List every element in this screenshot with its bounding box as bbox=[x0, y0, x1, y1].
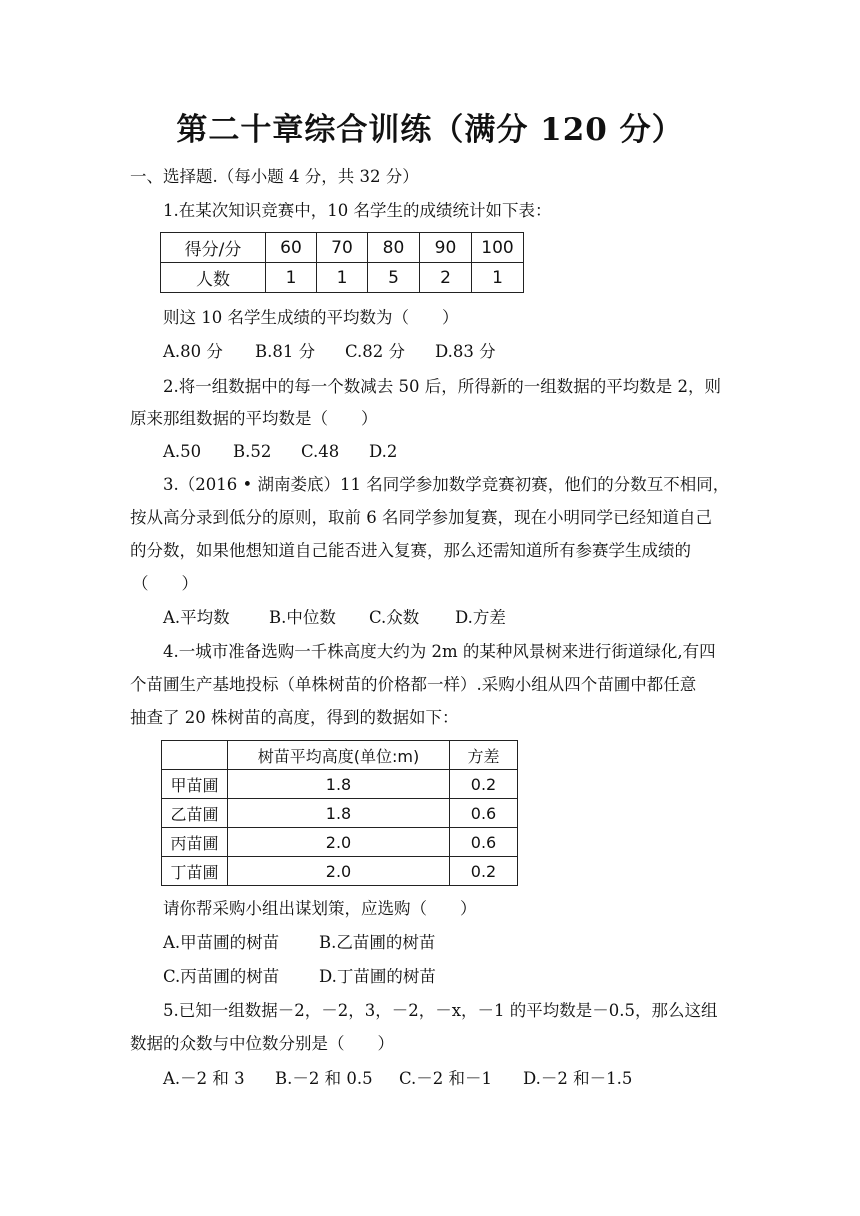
table-cell: 0.6 bbox=[450, 799, 518, 828]
table-cell: 甲苗圃 bbox=[162, 770, 228, 799]
table-header-cell: 80 bbox=[368, 233, 420, 263]
option-a: A.50 bbox=[163, 442, 202, 461]
table-row bbox=[162, 857, 518, 886]
table-header-cell: 方差 bbox=[450, 741, 518, 770]
q1-score-table bbox=[160, 232, 524, 293]
table-cell: 2.0 bbox=[228, 857, 450, 886]
table-row bbox=[162, 770, 518, 799]
q4-nursery-table bbox=[161, 740, 518, 886]
option-c: C.丙苗圃的树苗 bbox=[163, 967, 280, 986]
table-row bbox=[161, 233, 524, 263]
table-cell: 乙苗圃 bbox=[162, 799, 228, 828]
q3-line-2: 按从高分录到低分的原则，取前 6 名同学参加复赛，现在小明同学已经知道自己 bbox=[130, 508, 712, 527]
q3-line-3: 的分数，如果他想知道自己能否进入复赛，那么还需知道所有参赛学生成绩的 bbox=[130, 541, 691, 560]
option-c: C.－2 和－1 bbox=[399, 1069, 493, 1088]
table-cell: 丁苗圃 bbox=[162, 857, 228, 886]
option-a: A.甲苗圃的树苗 bbox=[163, 933, 280, 952]
q3-line-4: （ ） bbox=[132, 574, 198, 593]
option-b: B.乙苗圃的树苗 bbox=[319, 933, 436, 952]
table-header-cell: 100 bbox=[472, 233, 524, 263]
option-d: D.83 分 bbox=[435, 342, 496, 361]
table-header-cell: 60 bbox=[266, 233, 317, 263]
option-b: B.81 分 bbox=[255, 342, 316, 361]
q3-line-1: 3.（2016 • 湖南娄底）11 名同学参加数学竞赛初赛，他们的分数互不相同， bbox=[163, 475, 730, 494]
option-d: D.方差 bbox=[455, 608, 506, 627]
table-cell: 1 bbox=[317, 263, 368, 293]
option-c: C.48 bbox=[301, 442, 340, 461]
table-cell: 1 bbox=[472, 263, 524, 293]
option-d: D.－2 和－1.5 bbox=[523, 1069, 633, 1088]
q4-question: 请你帮采购小组出谋划策，应选购（ ） bbox=[163, 899, 477, 918]
option-b: B.－2 和 0.5 bbox=[275, 1069, 373, 1088]
q2-line-1: 2.将一组数据中的每一个数减去 50 后，所得新的一组数据的平均数是 2，则 bbox=[163, 377, 721, 396]
table-header-cell: 90 bbox=[420, 233, 472, 263]
option-b: B.中位数 bbox=[269, 608, 336, 627]
table-cell: 丙苗圃 bbox=[162, 828, 228, 857]
q4-line-3: 抽查了 20 株树苗的高度，得到的数据如下： bbox=[130, 708, 459, 727]
q4-line-1: 4.一城市准备选购一千株高度大约为 2m 的某种风景树来进行街道绿化,有四 bbox=[163, 642, 716, 661]
section-heading: 一、选择题.（每小题 4 分，共 32 分） bbox=[130, 167, 419, 186]
q4-options-row-1 bbox=[163, 932, 435, 954]
table-cell: 2.0 bbox=[228, 828, 450, 857]
q1-question: 则这 10 名学生成绩的平均数为（ ） bbox=[163, 308, 459, 327]
q3-options bbox=[163, 607, 506, 629]
q1-options bbox=[163, 341, 496, 363]
table-row bbox=[162, 799, 518, 828]
option-d: D.2 bbox=[369, 442, 398, 461]
q5-line-2: 数据的众数与中位数分别是（ ） bbox=[130, 1034, 394, 1053]
option-c: C.82 分 bbox=[345, 342, 406, 361]
table-header-cell bbox=[162, 741, 228, 770]
option-a: A.80 分 bbox=[163, 342, 223, 361]
option-a: A.平均数 bbox=[163, 608, 230, 627]
q5-options bbox=[163, 1068, 632, 1090]
table-cell: 0.2 bbox=[450, 857, 518, 886]
option-c: C.众数 bbox=[369, 608, 420, 627]
page-title: 第二十章综合训练（满分 120 分） bbox=[176, 112, 684, 148]
table-cell: 1.8 bbox=[228, 770, 450, 799]
option-b: B.52 bbox=[233, 442, 272, 461]
option-a: A.－2 和 3 bbox=[163, 1069, 245, 1088]
table-row bbox=[161, 263, 524, 293]
table-row bbox=[162, 828, 518, 857]
q2-line-2: 原来那组数据的平均数是（ ） bbox=[130, 409, 378, 428]
q4-options-row-2 bbox=[163, 966, 436, 988]
table-header-cell: 树苗平均高度(单位:m) bbox=[228, 741, 450, 770]
table-cell: 0.6 bbox=[450, 828, 518, 857]
q2-options bbox=[163, 441, 397, 463]
table-cell: 5 bbox=[368, 263, 420, 293]
table-row bbox=[162, 741, 518, 770]
table-header-cell: 得分/分 bbox=[161, 233, 266, 263]
q5-line-1: 5.已知一组数据－2，－2，3，－2，－x，－1 的平均数是－0.5，那么这组 bbox=[163, 1001, 718, 1020]
q1-stem: 1.在某次知识竞赛中，10 名学生的成绩统计如下表： bbox=[163, 201, 552, 220]
table-cell: 1 bbox=[266, 263, 317, 293]
table-header-cell: 70 bbox=[317, 233, 368, 263]
q4-line-2: 个苗圃生产基地投标（单株树苗的价格都一样）.采购小组从四个苗圃中都任意 bbox=[130, 675, 697, 694]
table-cell: 0.2 bbox=[450, 770, 518, 799]
option-d: D.丁苗圃的树苗 bbox=[319, 967, 436, 986]
table-cell: 2 bbox=[420, 263, 472, 293]
table-cell: 人数 bbox=[161, 263, 266, 293]
table-cell: 1.8 bbox=[228, 799, 450, 828]
